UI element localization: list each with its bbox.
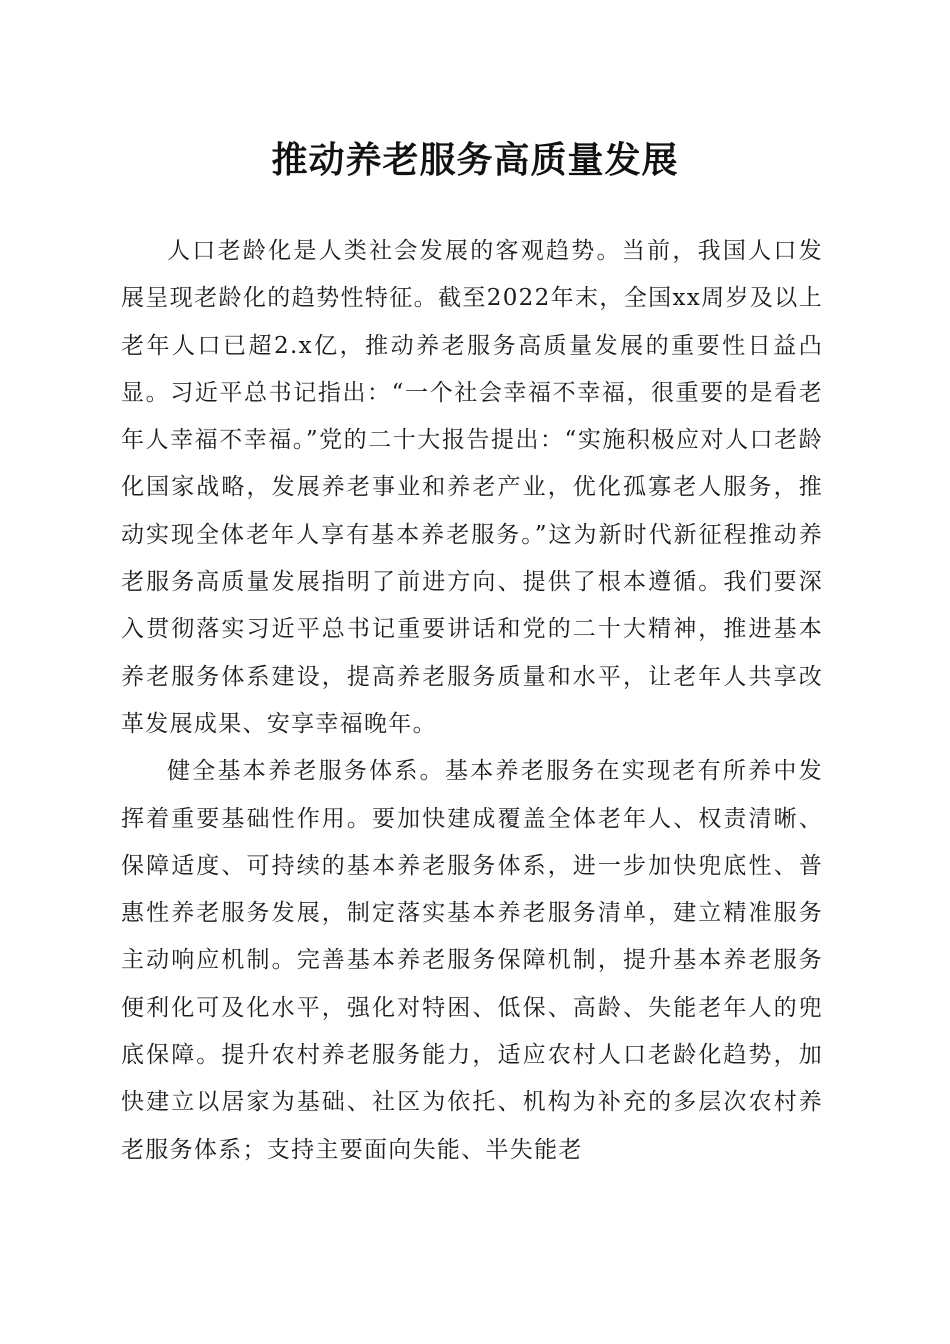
paragraph-intro: 人口老龄化是人类社会发展的客观趋势。当前，我国人口发展呈现老龄化的趋势性特征。截至2022年末，全国xx周岁及以上老年人口已超2.x亿，推动养老服务高质量发展的重要性日益凸显。习近平总书记指出：“一个社会幸福不幸福，很重要的是看老年人幸福不幸福。”党的二十大报告提出：“实施积极应对人口老龄化国家战略，发展养老事业和养老产业，优化孤寡老人服务，推动实现全体老年人享有基本养老服务。”这为新时代新征程推动养老服务高质量发展指明了前进方向、提供了根本遵循。我们要深入贯彻落实习近平总书记重要讲话和党的二十大精神，推进基本养老服务体系建设，提高养老服务质量和水平，让老年人共享改革发展成果、安享幸福晚年。	[121, 238, 823, 737]
paragraph-basic-elderly-care-system: 健全基本养老服务体系。基本养老服务在实现老有所养中发挥着重要基础性作用。要加快建成覆盖全体老年人、权责清晰、保障适度、可持续的基本养老服务体系，进一步加快兜底性、普惠性养老服务发展，制定落实基本养老服务清单，建立精准服务主动响应机制。完善基本养老服务保障机制，提升基本养老服务便利化可及化水平，强化对特困、低保、高龄、失能老年人的兜底保障。提升农村养老服务能力，适应农村人口老龄化趋势，加快建立以居家为基础、社区为依托、机构为补充的多层次农村养老服务体系；支持主要面向失能、半失能老	[121, 758, 823, 1163]
document-title: 推动养老服务高质量发展	[271, 139, 679, 181]
document-body	[121, 228, 823, 1174]
